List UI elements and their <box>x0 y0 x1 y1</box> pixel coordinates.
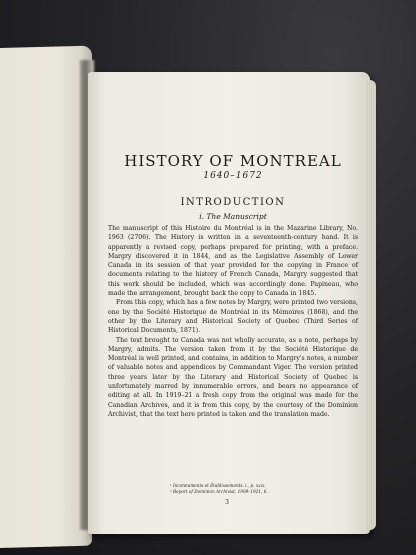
page-text-block <box>108 152 358 419</box>
book-title: HISTORY OF MONTREAL <box>124 152 342 170</box>
paragraph: The text brought to Canada was not wholly accurate, as a note, perhaps by Margry, admits. The version taken from it by the Société Historique de Montréal is well printed, and contains, in addition to Margry's notes, a number of valuable notes and appendices by Commandant Viger. The version printed three years later by the Literary and Historical Society of Quebec is unfortunately marred by innumerable errors, and bears no appearance of editing at all. In 1919–21 a fresh copy from the original was made for the Canadian Archives, and it is from this copy, by the courtesy of the Dominion Archivist, that the text here printed is taken and the translation made. <box>108 336 358 418</box>
page-edges <box>366 80 376 530</box>
paragraph: From this copy, which has a few notes by Margry, were printed two versions, one by the Société Historique de Montréal in its Mémoires (1868), and the other by the Literary and Historical Society of Quebec (Third Series of Historical Documents, 1871). <box>108 299 358 335</box>
paragraph: The manuscript of this Histoire du Montréal is in the Mazarine Library, No. 1963 (2706). The History is written in a seventeenth-century hand. It is apparently a revised copy, perhaps prepared for printing, with a preface. Margry discovered it in 1844, and as the Legislative Assembly of Lower Canada in its session of that year provided for the copying in France of documents relating to the history of French Canada, Margry suggested that this work should be included, which was accordingly done. Papineau, who made the arrangement, brought back the copy to Canada in 1845. <box>108 225 358 298</box>
left-page <box>0 46 92 548</box>
footnotes <box>170 483 340 495</box>
section-heading: INTRODUCTION <box>180 197 286 208</box>
subsection-heading: i. The Manuscript <box>199 212 267 221</box>
page-number-row <box>0 499 416 506</box>
book-years: 1640–1672 <box>203 171 263 181</box>
page-number: 3 <box>225 499 229 506</box>
footnote: ² Report of Dominion Archivist, 1909–1921, 6. <box>170 489 268 494</box>
footnote: ¹ Inconnuments et Établissements, i., p. xxix. <box>170 483 266 488</box>
